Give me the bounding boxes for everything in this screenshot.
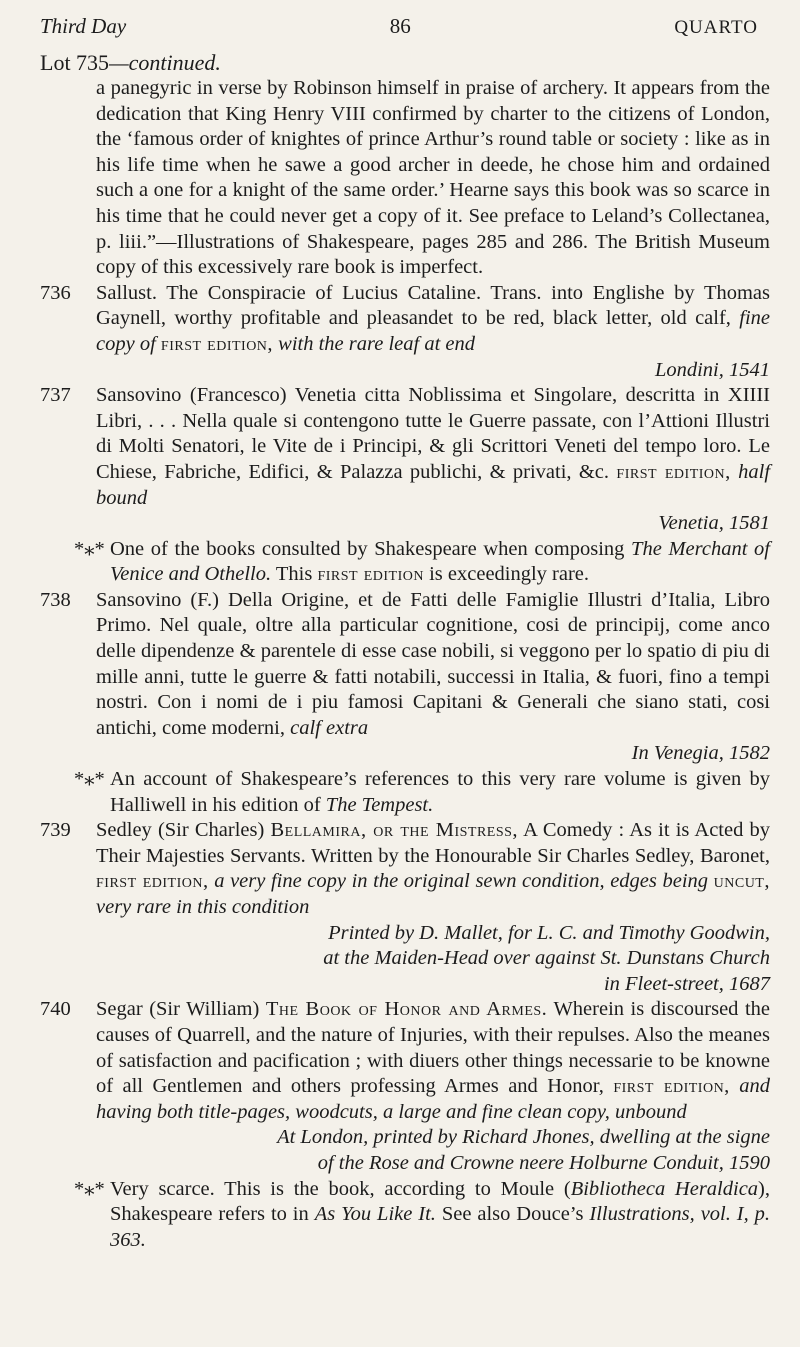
- lot-740-note-bibliotheca: Bibliotheca Heraldica: [570, 1177, 759, 1200]
- lot-737-note-text3: is exceedingly rare.: [429, 563, 590, 586]
- lot-738-note-play: The Tempest.: [325, 793, 434, 816]
- lot-737-imprint: Venetia, 1581: [658, 512, 770, 535]
- lot-736-entry: [40, 281, 770, 383]
- lot-739-author: Sedley (Sir Charles): [96, 819, 265, 842]
- lot-739-condition: a very fine copy in the original sewn condition, edges being: [214, 870, 709, 893]
- lot-736-note: with the rare leaf at end: [278, 332, 475, 355]
- lot-740-subtitle: Wherein is discoursed the causes of Quarrell, and the nature of Injuries, with their repulses. Also the meanes of satisfaction and pacification ; with diuers other things necessarie to be knowne of all Gentlemen and others professing Armes and Honor,: [96, 998, 770, 1098]
- lot-740-note-text2: ), Shakespeare refers to in: [110, 1177, 770, 1226]
- lot-736-description: [96, 281, 770, 358]
- lot-737-edition: first edition,: [616, 460, 731, 483]
- lot-737-note: [74, 537, 770, 588]
- lot-740-edition: first edition,: [613, 1075, 730, 1098]
- lot-737-binding: half bound: [96, 460, 771, 509]
- lot-736-edition: first edition,: [160, 332, 274, 355]
- lot-740-note-text: Very scarce. This is the book, according to Moule (: [110, 1177, 571, 1200]
- lot-738-description: [96, 588, 770, 742]
- lot-736-title: Sallust. The Conspiracie of Lucius Cataline. Trans. into Englishe by Thomas Gaynell, worthy profitable and pleasandet to be red, black letter, old calf,: [96, 281, 770, 330]
- lot-739-rarity: very rare in this condition: [96, 896, 310, 918]
- lot-738-entry: [40, 588, 770, 818]
- lot-740-note-reference: Illustrations, vol. I, p. 363.: [110, 1203, 771, 1251]
- lot-735-heading: [40, 50, 770, 76]
- lot-737-asterism: *⁎*: [74, 537, 105, 560]
- lot-740-entry: [40, 997, 770, 1253]
- lot-739-imprint-line-2: at the Maiden-Head over against St. Dunstans Church: [323, 947, 770, 970]
- lot-736-condition: fine copy of: [96, 307, 770, 355]
- lot-737-entry: [40, 383, 770, 588]
- running-head-day: Third Day: [40, 14, 127, 38]
- lot-738-asterism: *⁎*: [74, 768, 105, 791]
- page-number: 86: [389, 14, 411, 38]
- running-head: [40, 14, 770, 44]
- lot-737-title: Sansovino (Francesco) Venetia citta Noblissima et Singolare, descritta in XIIII Libri, . . . Nella quale si contengono tutte le Guerre passate, con l’Attioni Illustri di Molti Senatori, le Vite de i Principi, & gli Scrittori Veneti del tempo loro. Le Chiese, Fabriche, Edifici, & Palazza publichi, & privati, &c.: [96, 384, 770, 483]
- lot-740-note: [74, 1177, 771, 1254]
- lot-735-label: Lot 735: [40, 50, 110, 75]
- lot-739-title: Bellamira, or the Mistress,: [270, 819, 519, 842]
- lot-740-title: The Book of Honor and Armes.: [265, 998, 548, 1021]
- lot-738-note-text: An account of Shakespeare’s references to this very rare volume is given by Halliwell in his edition of: [110, 768, 770, 816]
- running-head-format: QUARTO: [674, 17, 758, 38]
- lot-740-description: [96, 997, 770, 1125]
- lot-737-note-text: One of the books consulted by Shakespeare when composing: [110, 537, 625, 560]
- lot-736-number: 736: [40, 281, 71, 304]
- lot-739-imprint-line-1: Printed by D. Mallet, for L. C. and Timothy Goodwin,: [328, 921, 770, 944]
- lot-738-note: [74, 767, 770, 818]
- lot-740-imprint-line-1: At London, printed by Richard Jhones, dwelling at the signe: [277, 1126, 770, 1149]
- lot-736-imprint: Londini, 1541: [654, 358, 770, 381]
- lot-739-description: [96, 818, 770, 920]
- lot-740-author: Segar (Sir William): [96, 998, 260, 1021]
- lot-735-entry: [40, 76, 770, 281]
- lot-738-imprint: In Venegia, 1582: [631, 742, 770, 765]
- lot-738-binding: calf extra: [290, 716, 369, 739]
- lot-740-asterism: *⁎*: [74, 1177, 105, 1200]
- lot-735-continued: —continued.: [109, 50, 221, 75]
- lot-737-note-text2: This: [275, 563, 313, 586]
- lot-739-entry: [40, 818, 770, 997]
- lot-735-text: a panegyric in verse by Robinson himself in praise of archery. It appears from the dedication that King Henry VIII confirmed by charter to the citizens of London, the ‘famous order of knightes of prince Arthur’s round table or society : like as in his life time when he sawe a good archer in deede, he chose him and ordained such a one for a knight of the same order.’ Hearne says this book was so scarce in his time that he could never get a copy of it. See preface to Leland’s Collectanea, p. liii.”—Illustrations of Shakespeare, pages 285 and 286. The British Museum copy of this excessively rare book is imperfect.: [96, 77, 770, 279]
- lot-740-note-text3: See also Douce’s: [441, 1203, 584, 1226]
- lot-738-number: 738: [40, 588, 71, 611]
- lot-740-condition: and having both title-pages, woodcuts, a large and fine clean copy, unbound: [96, 1075, 770, 1123]
- lot-739-edition: first edition,: [96, 870, 209, 893]
- lot-739-number: 739: [40, 819, 71, 842]
- lot-739-subtitle: A Comedy : As it is Acted by Their Majesties Servants. Written by the Honourable Sir Charles Sedley, Baronet,: [96, 819, 771, 867]
- lot-740-note-play: As You Like It.: [314, 1203, 436, 1226]
- lot-737-note-edition: first edition: [317, 563, 424, 586]
- lot-737-note-plays: The Merchant of Venice and Othello.: [110, 537, 770, 586]
- lot-738-title: Sansovino (F.) Della Origine, et de Fatti delle Famiglie Illustri d’Italia, Libro Primo. Nel quale, oltre alla particular cognitione, cosi de principij, come anco delle dipendenze & parentele di esse case nobili, si veggono per lo spatio di piu di mille anni, tutte le guerre & fatti notabili, successi in Italia, & fuori, fino a tempi nostri. Con i nomi de i piu famosi Capitani & Generali che siano stati, cosi antichi, come moderni,: [96, 588, 770, 739]
- lot-739-uncut: uncut,: [713, 870, 770, 893]
- lot-739-imprint-line-3: in Fleet-street, 1687: [603, 972, 770, 995]
- lot-740-number: 740: [40, 998, 71, 1021]
- lot-737-description: [96, 383, 770, 511]
- lot-737-number: 737: [40, 384, 71, 407]
- lot-740-imprint-line-2: of the Rose and Crowne neere Holburne Conduit, 1590: [317, 1151, 770, 1174]
